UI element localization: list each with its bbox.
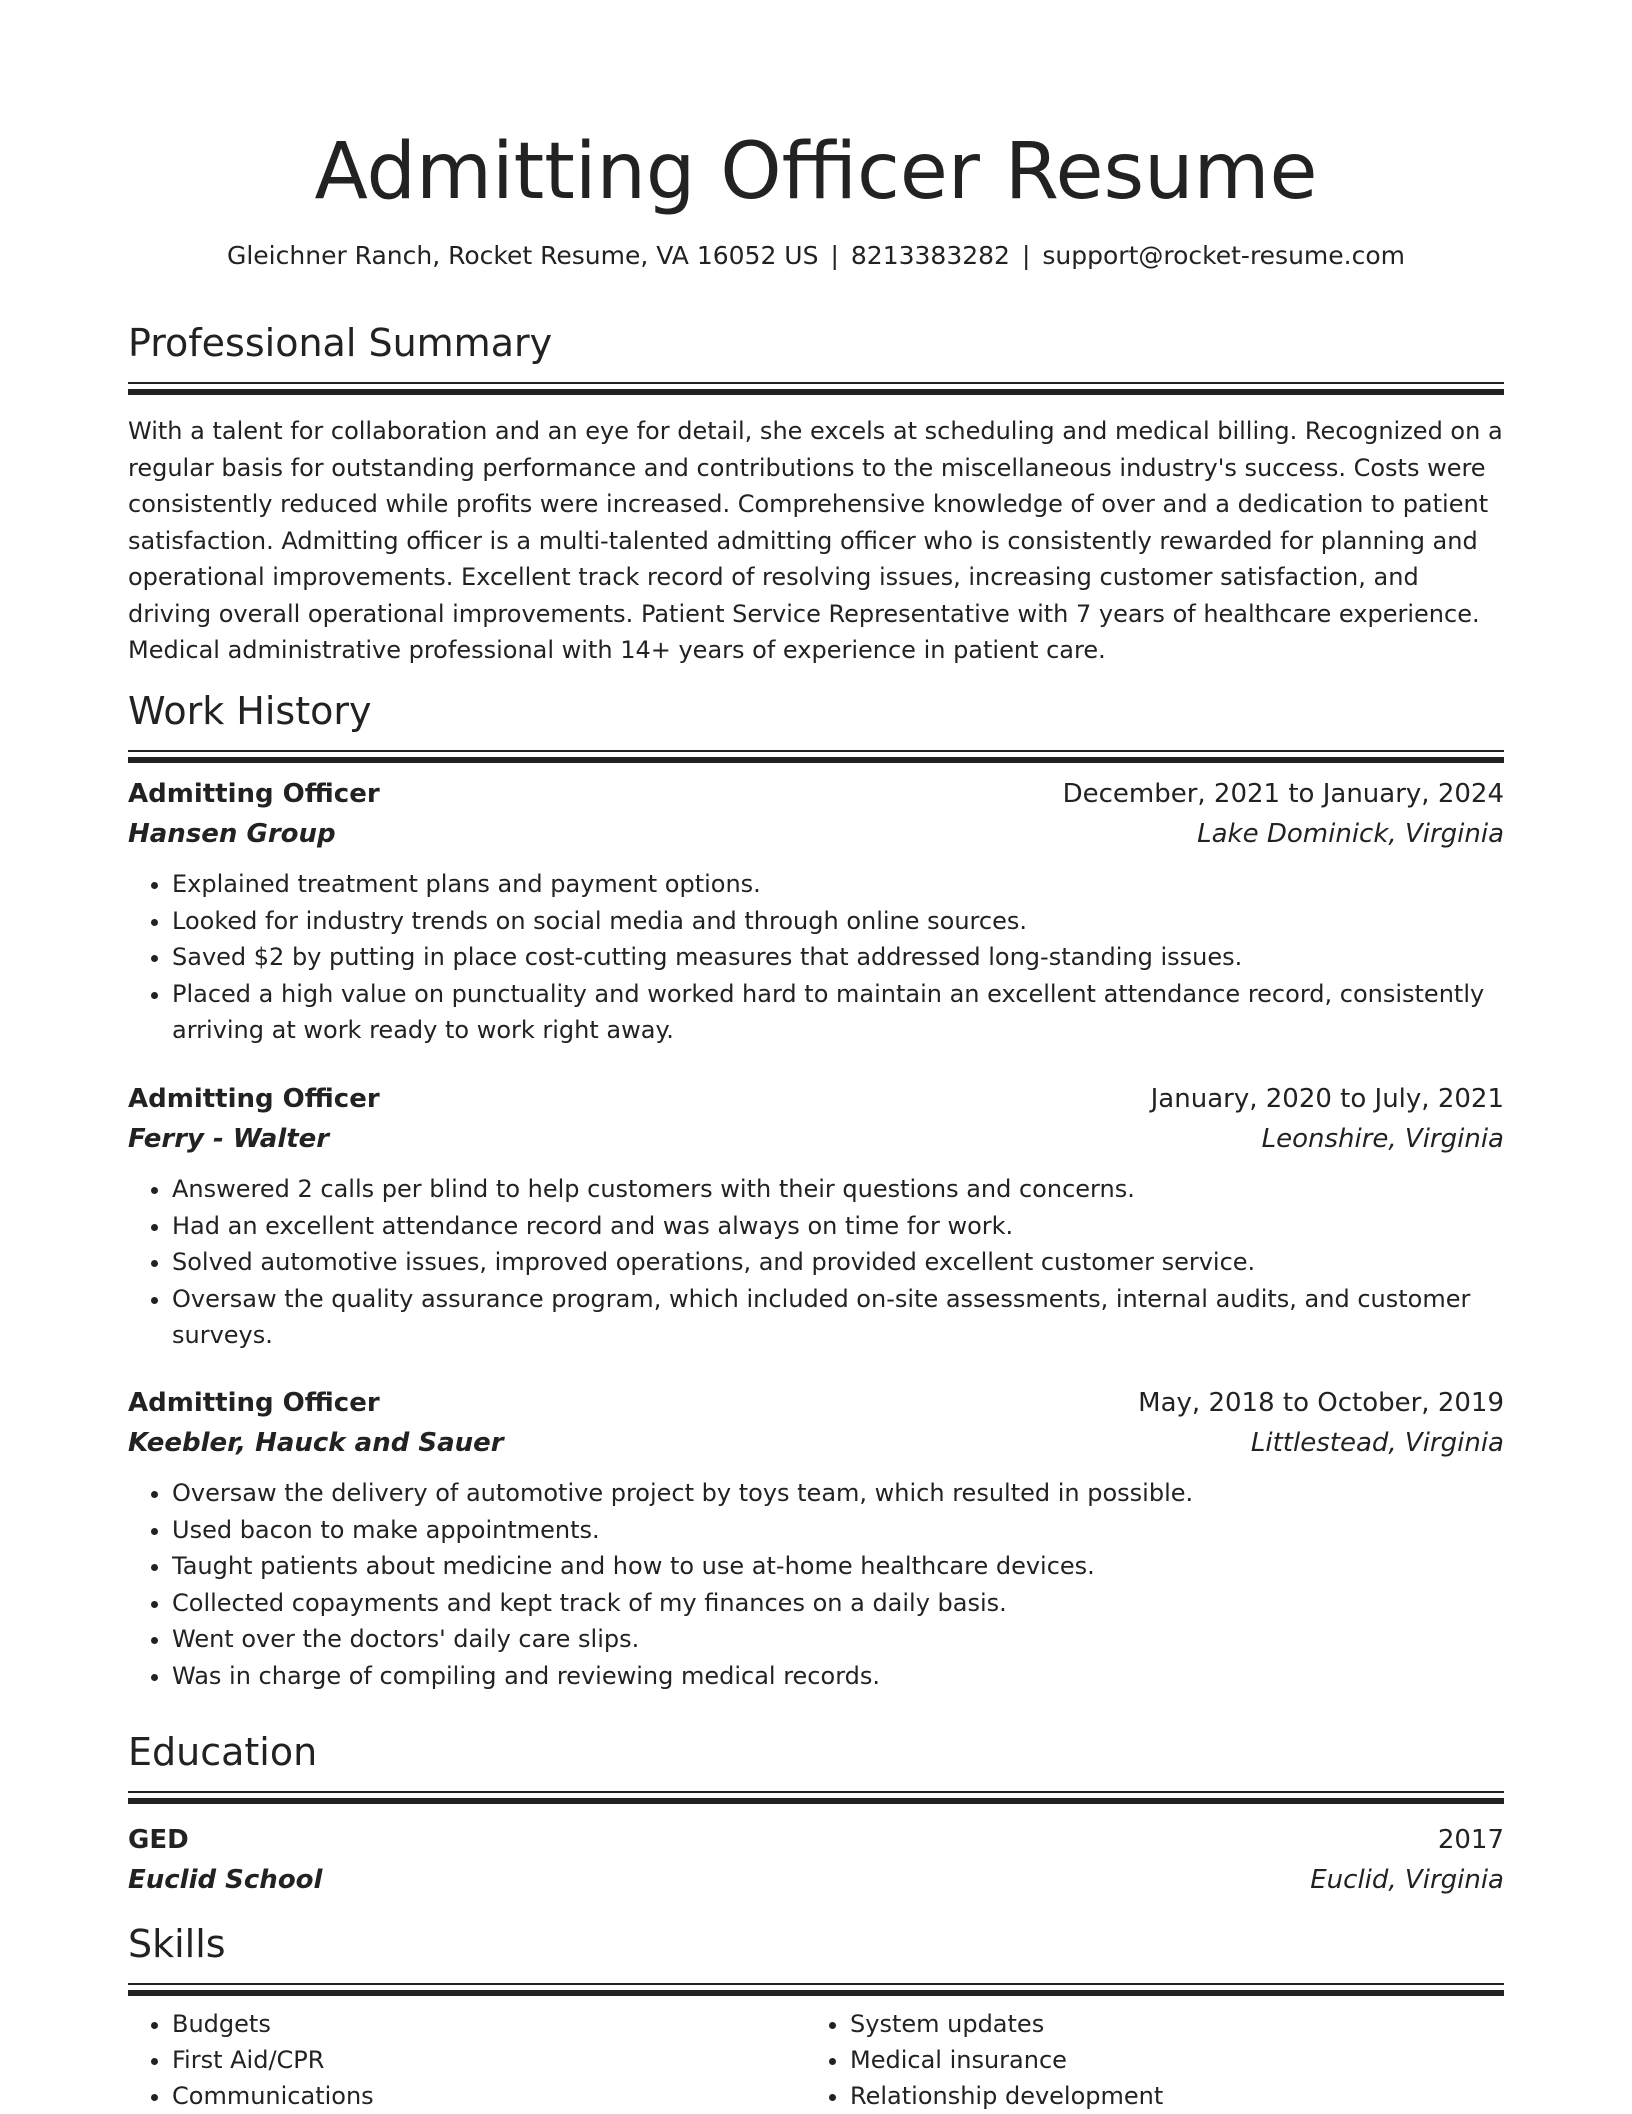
work-section — [128, 686, 1504, 763]
section-divider — [128, 1798, 1504, 1804]
section-divider — [128, 382, 1504, 384]
job-company: Keebler, Hauck and Sauer — [128, 1428, 504, 1458]
contact-address: Gleichner Ranch, Rocket Resume, VA 16052 US — [226, 241, 819, 270]
list-item: • Placed a high value on punctuality and worked hard to maintain an excellent attendance record, consistently arriving at work ready to work right away. — [172, 976, 1504, 1049]
summary-text: With a talent for collaboration and an eye for detail, she excels at scheduling and medical billing. Recognized on a regular basis for outstanding performance and contributions to the miscellaneous industry's success. Costs were consistently reduced while profits were increased. Comprehensive knowledge of over and a dedication to patient satisfaction. Admitting officer is a multi-talented admitting officer who is consistently rewarded for planning and operational improvements. Excellent track record of resolving issues, increasing customer satisfaction, and driving overall operational improvements. Patient Service Representative with 7 years of healthcare experience. Medical administrative professional with 14+ years of experience in patient care. — [128, 417, 1503, 664]
job-location: Lake Dominick, Virginia — [1197, 819, 1504, 849]
education-section — [128, 1727, 1504, 1900]
job-dates: January, 2020 to July, 2021 — [1150, 1084, 1504, 1114]
skills-heading: Skills — [128, 1922, 226, 1966]
education-year: 2017 — [1437, 1825, 1504, 1855]
skill-item: • Medical insurance — [850, 2042, 1484, 2078]
list-item: • Collected copayments and kept track of my finances on a daily basis. — [172, 1585, 1504, 1622]
job-entry — [128, 774, 1504, 1049]
list-item: • Taught patients about medicine and how to use at-home healthcare devices. — [172, 1548, 1504, 1585]
summary-heading: Professional Summary — [128, 321, 553, 365]
job-company: Hansen Group — [128, 819, 336, 849]
skill-item: • Communications — [172, 2078, 806, 2114]
contact-line — [128, 238, 1504, 274]
work-heading: Work History — [128, 689, 372, 733]
skill-item: • System updates — [850, 2006, 1484, 2042]
section-divider — [128, 757, 1504, 763]
education-school: Euclid School — [128, 1865, 323, 1895]
list-item: • Used bacon to make appointments. — [172, 1512, 1504, 1549]
job-dates: December, 2021 to January, 2024 — [1062, 779, 1504, 809]
list-item: • Was in charge of compiling and reviewing medical records. — [172, 1658, 1504, 1695]
skills-columns — [128, 2006, 1504, 2114]
resume-title: Admitting Officer Resume — [314, 127, 1318, 217]
skill-item: • Relationship development — [850, 2078, 1484, 2114]
job-entry — [128, 1079, 1504, 1354]
job-bullets — [128, 1171, 1504, 1354]
job-bullets — [128, 866, 1504, 1049]
list-item: • Solved automotive issues, improved operations, and provided excellent customer service. — [172, 1244, 1504, 1281]
job-entry — [128, 1383, 1504, 1694]
contact-phone[interactable]: 8213383282 — [850, 241, 1010, 270]
job-bullets — [128, 1475, 1504, 1694]
education-degree-row — [128, 1820, 1504, 1860]
skill-item: • Budgets — [172, 2006, 806, 2042]
skills-right-list — [806, 2006, 1484, 2114]
job-role: Admitting Officer — [128, 1388, 380, 1418]
education-location: Euclid, Virginia — [1310, 1865, 1504, 1895]
job-role: Admitting Officer — [128, 1084, 380, 1114]
list-item: • Oversaw the delivery of automotive project by toys team, which resulted in possible. — [172, 1475, 1504, 1512]
skill-item: • First Aid/CPR — [172, 2042, 806, 2078]
skills-section — [128, 1919, 1504, 2114]
section-divider — [128, 1791, 1504, 1793]
list-item: • Went over the doctors' daily care slips. — [172, 1621, 1504, 1658]
job-company-row — [128, 1423, 1504, 1463]
job-company-row — [128, 1119, 1504, 1159]
contact-email[interactable]: support@rocket-resume.com — [1042, 241, 1406, 270]
list-item: • Had an excellent attendance record and was always on time for work. — [172, 1208, 1504, 1245]
section-divider — [128, 389, 1504, 395]
education-school-row — [128, 1860, 1504, 1900]
job-location: Littlestead, Virginia — [1250, 1428, 1504, 1458]
job-dates: May, 2018 to October, 2019 — [1138, 1388, 1504, 1418]
skills-left-list — [128, 2006, 806, 2114]
job-header-row — [128, 1079, 1504, 1119]
job-role: Admitting Officer — [128, 779, 380, 809]
job-header-row — [128, 1383, 1504, 1423]
job-location: Leonshire, Virginia — [1261, 1124, 1504, 1154]
education-degree: GED — [128, 1825, 189, 1855]
list-item: • Answered 2 calls per blind to help customers with their questions and concerns. — [172, 1171, 1504, 1208]
education-heading: Education — [128, 1730, 318, 1774]
contact-separator: | — [1021, 241, 1031, 270]
section-divider — [128, 1990, 1504, 1996]
list-item: • Oversaw the quality assurance program, which included on-site assessments, internal audits, and customer surveys. — [172, 1281, 1504, 1354]
contact-separator: | — [830, 241, 839, 270]
section-divider — [128, 750, 1504, 752]
job-header-row — [128, 774, 1504, 814]
section-divider — [128, 1983, 1504, 1985]
list-item: • Saved $2 by putting in place cost-cutting measures that addressed long-standing issues. — [172, 939, 1504, 976]
job-company-row — [128, 814, 1504, 854]
summary-section — [128, 318, 1504, 669]
job-company: Ferry - Walter — [128, 1124, 330, 1154]
list-item: • Looked for industry trends on social media and through online sources. — [172, 903, 1504, 940]
list-item: • Explained treatment plans and payment options. — [172, 866, 1504, 903]
